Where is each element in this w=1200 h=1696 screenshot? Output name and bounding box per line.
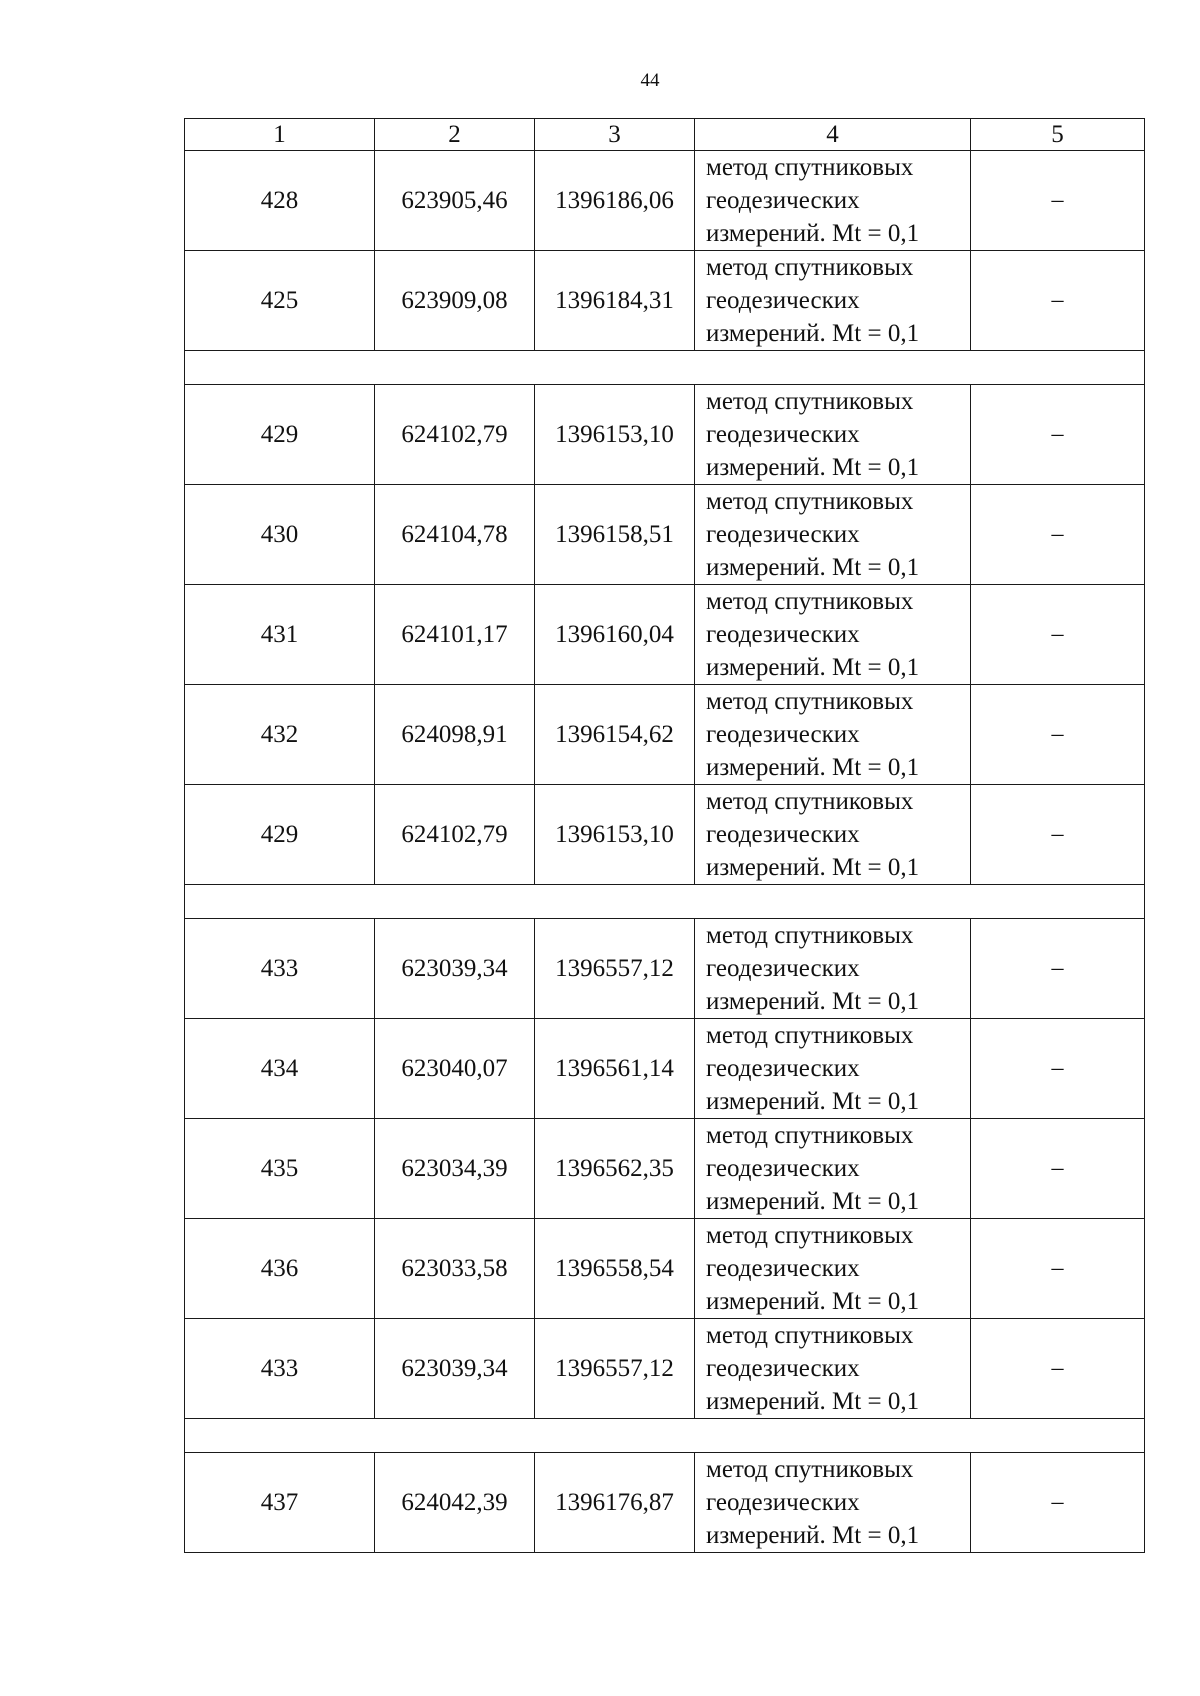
method-line-1: метод спутниковых <box>706 388 914 415</box>
table-row <box>185 251 1145 351</box>
method-cell <box>695 1219 971 1319</box>
method-line-3: измерений. Mt = 0,1 <box>706 754 920 781</box>
method-cell <box>695 919 971 1019</box>
y-coordinate-cell: 1396154,62 <box>535 685 695 785</box>
method-line-2: геодезических <box>706 421 860 448</box>
method-cell <box>695 251 971 351</box>
coordinates-table <box>184 118 1145 1553</box>
x-coordinate-cell: 624102,79 <box>375 785 535 885</box>
method-line-2: геодезических <box>706 287 860 314</box>
x-coordinate-cell: 623034,39 <box>375 1119 535 1219</box>
y-coordinate-cell: 1396160,04 <box>535 585 695 685</box>
x-coordinate-cell: 623905,46 <box>375 151 535 251</box>
column-header-4: 4 <box>695 119 971 151</box>
table-row <box>185 1019 1145 1119</box>
method-line-2: геодезических <box>706 721 860 748</box>
method-line-1: метод спутниковых <box>706 1456 914 1483</box>
x-coordinate-cell: 623909,08 <box>375 251 535 351</box>
method-line-2: геодезических <box>706 521 860 548</box>
method-line-3: измерений. Mt = 0,1 <box>706 320 920 347</box>
table-row <box>185 585 1145 685</box>
method-line-2: геодезических <box>706 621 860 648</box>
y-coordinate-cell: 1396558,54 <box>535 1219 695 1319</box>
dash-cell: – <box>971 151 1145 251</box>
method-line-2: геодезических <box>706 187 860 214</box>
method-cell <box>695 485 971 585</box>
x-coordinate-cell: 624102,79 <box>375 385 535 485</box>
method-cell <box>695 151 971 251</box>
column-header-5: 5 <box>971 119 1145 151</box>
point-number-cell: 435 <box>185 1119 375 1219</box>
point-number-cell: 436 <box>185 1219 375 1319</box>
method-line-2: геодезических <box>706 955 860 982</box>
point-number-cell: 434 <box>185 1019 375 1119</box>
y-coordinate-cell: 1396153,10 <box>535 785 695 885</box>
point-number-cell: 437 <box>185 1453 375 1553</box>
table-row <box>185 151 1145 251</box>
column-header-1: 1 <box>185 119 375 151</box>
point-number-cell: 428 <box>185 151 375 251</box>
method-line-2: геодезических <box>706 821 860 848</box>
point-number-cell: 430 <box>185 485 375 585</box>
method-cell <box>695 585 971 685</box>
method-line-1: метод спутниковых <box>706 1222 914 1249</box>
table-row <box>185 1453 1145 1553</box>
method-line-1: метод спутниковых <box>706 788 914 815</box>
method-line-3: измерений. Mt = 0,1 <box>706 554 920 581</box>
table-row <box>185 785 1145 885</box>
dash-cell: – <box>971 485 1145 585</box>
table-row <box>185 485 1145 585</box>
point-number-cell: 431 <box>185 585 375 685</box>
table-body <box>185 151 1145 1553</box>
dash-cell: – <box>971 1453 1145 1553</box>
separator-row <box>185 1419 1145 1453</box>
x-coordinate-cell: 623039,34 <box>375 1319 535 1419</box>
y-coordinate-cell: 1396561,14 <box>535 1019 695 1119</box>
method-line-1: метод спутниковых <box>706 154 914 181</box>
point-number-cell: 425 <box>185 251 375 351</box>
separator-cell <box>185 885 1145 919</box>
dash-cell: – <box>971 1319 1145 1419</box>
table-row <box>185 1119 1145 1219</box>
table-row <box>185 385 1145 485</box>
dash-cell: – <box>971 1119 1145 1219</box>
separator-row <box>185 351 1145 385</box>
point-number-cell: 433 <box>185 919 375 1019</box>
x-coordinate-cell: 624098,91 <box>375 685 535 785</box>
dash-cell: – <box>971 585 1145 685</box>
method-line-1: метод спутниковых <box>706 488 914 515</box>
method-cell <box>695 1019 971 1119</box>
x-coordinate-cell: 623039,34 <box>375 919 535 1019</box>
method-line-3: измерений. Mt = 0,1 <box>706 988 920 1015</box>
method-line-1: метод спутниковых <box>706 1322 914 1349</box>
table-row <box>185 685 1145 785</box>
column-header-3: 3 <box>535 119 695 151</box>
method-line-1: метод спутниковых <box>706 254 914 281</box>
page-number: 44 <box>640 70 660 91</box>
method-line-3: измерений. Mt = 0,1 <box>706 220 920 247</box>
dash-cell: – <box>971 251 1145 351</box>
method-cell <box>695 1453 971 1553</box>
x-coordinate-cell: 624104,78 <box>375 485 535 585</box>
dash-cell: – <box>971 785 1145 885</box>
method-line-3: измерений. Mt = 0,1 <box>706 1388 920 1415</box>
y-coordinate-cell: 1396176,87 <box>535 1453 695 1553</box>
method-line-3: измерений. Mt = 0,1 <box>706 1188 920 1215</box>
method-line-1: метод спутниковых <box>706 1122 914 1149</box>
method-cell <box>695 785 971 885</box>
header-row <box>185 119 1145 151</box>
point-number-cell: 429 <box>185 785 375 885</box>
method-line-1: метод спутниковых <box>706 1022 914 1049</box>
dash-cell: – <box>971 385 1145 485</box>
table-row <box>185 919 1145 1019</box>
method-line-3: измерений. Mt = 0,1 <box>706 1288 920 1315</box>
y-coordinate-cell: 1396557,12 <box>535 919 695 1019</box>
method-line-2: геодезических <box>706 1155 860 1182</box>
y-coordinate-cell: 1396557,12 <box>535 1319 695 1419</box>
y-coordinate-cell: 1396158,51 <box>535 485 695 585</box>
dash-cell: – <box>971 919 1145 1019</box>
method-line-2: геодезических <box>706 1255 860 1282</box>
x-coordinate-cell: 624101,17 <box>375 585 535 685</box>
table-row <box>185 1219 1145 1319</box>
method-line-1: метод спутниковых <box>706 922 914 949</box>
x-coordinate-cell: 624042,39 <box>375 1453 535 1553</box>
x-coordinate-cell: 623040,07 <box>375 1019 535 1119</box>
dash-cell: – <box>971 685 1145 785</box>
y-coordinate-cell: 1396186,06 <box>535 151 695 251</box>
column-header-2: 2 <box>375 119 535 151</box>
y-coordinate-cell: 1396184,31 <box>535 251 695 351</box>
method-line-3: измерений. Mt = 0,1 <box>706 1088 920 1115</box>
separator-cell <box>185 351 1145 385</box>
table-row <box>185 1319 1145 1419</box>
dash-cell: – <box>971 1219 1145 1319</box>
method-line-2: геодезических <box>706 1055 860 1082</box>
method-cell <box>695 385 971 485</box>
y-coordinate-cell: 1396153,10 <box>535 385 695 485</box>
method-cell <box>695 1119 971 1219</box>
method-line-3: измерений. Mt = 0,1 <box>706 454 920 481</box>
point-number-cell: 432 <box>185 685 375 785</box>
point-number-cell: 429 <box>185 385 375 485</box>
method-line-1: метод спутниковых <box>706 588 914 615</box>
separator-cell <box>185 1419 1145 1453</box>
x-coordinate-cell: 623033,58 <box>375 1219 535 1319</box>
method-line-3: измерений. Mt = 0,1 <box>706 1522 920 1549</box>
method-cell <box>695 685 971 785</box>
method-line-3: измерений. Mt = 0,1 <box>706 854 920 881</box>
method-line-1: метод спутниковых <box>706 688 914 715</box>
y-coordinate-cell: 1396562,35 <box>535 1119 695 1219</box>
method-cell <box>695 1319 971 1419</box>
method-line-2: геодезических <box>706 1355 860 1382</box>
separator-row <box>185 885 1145 919</box>
point-number-cell: 433 <box>185 1319 375 1419</box>
method-line-3: измерений. Mt = 0,1 <box>706 654 920 681</box>
dash-cell: – <box>971 1019 1145 1119</box>
method-line-2: геодезических <box>706 1489 860 1516</box>
